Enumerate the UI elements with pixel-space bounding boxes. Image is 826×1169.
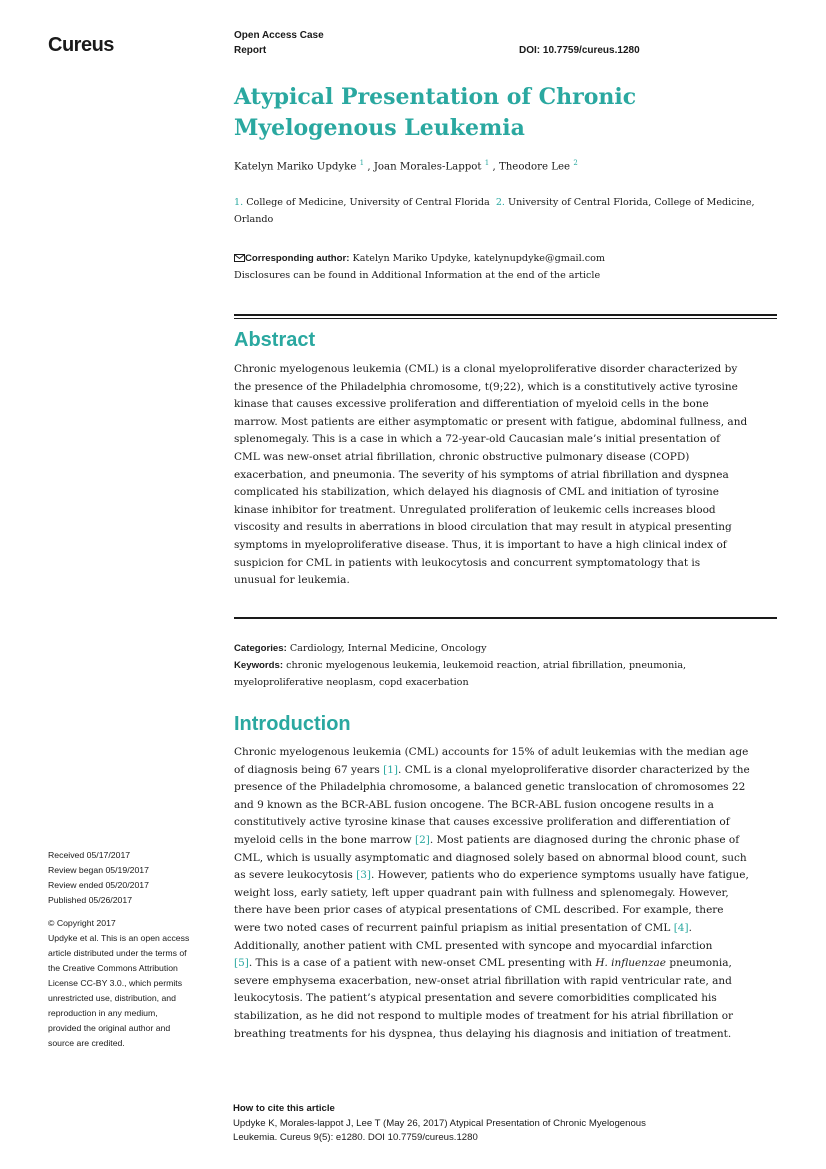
intro-line: [5]. This is a case of a patient with new-onset CML presenting with H. influenzae pneumonia, [234, 957, 732, 970]
license-line: reproduction in any medium, [48, 1008, 158, 1018]
abstract-line: exacerbation, and pneumonia. The severity of his symptoms of atrial fibrillation and dyspnea [234, 468, 729, 481]
section-divider-top-thin [234, 318, 777, 319]
cite-line: Updyke K, Morales-lappot J, Lee T (May 26, 2017) Atypical Presentation of Chronic Myelogenous [233, 1117, 646, 1129]
article-title [234, 82, 704, 144]
citation-5[interactable]: [5] [234, 957, 249, 970]
how-to-cite [233, 1102, 793, 1146]
introduction-body [234, 744, 794, 1043]
envelope-icon [234, 254, 245, 262]
intro-line: constitutively active tyrosine kinase that causes excessive proliferation and differentiation of [234, 816, 730, 829]
abstract-line: unusual for leukemia. [234, 574, 350, 587]
title-line2: Myelogenous Leukemia [234, 115, 525, 141]
copyright: © Copyright 2017 [48, 918, 116, 928]
abstract-line: complicated his stabilization, which delayed his diagnosis of CML and initiation of tyrosine [234, 486, 719, 499]
intro-line: were two noted cases of recurrent painful priapism as initial presentation of CML [4]. [234, 921, 692, 934]
section-divider-bottom [234, 617, 777, 619]
publication-dates [48, 848, 220, 908]
license-line: License CC-BY 3.0., which permits [48, 978, 183, 988]
author-3[interactable]: Theodore Lee [498, 161, 571, 173]
authors: Katelyn Mariko Updyke $^1$ , Joan Morales-Lappot $^1$ , Theodore Lee $^2$ [234, 159, 578, 173]
affiliation-number-1: 1. [234, 197, 244, 208]
received-date: Received 05/17/2017 [48, 850, 131, 860]
review-began-date: Review began 05/19/2017 [48, 865, 149, 875]
abstract-line: symptoms in myeloproliferative disease. Thus, it is important to have a high clinical index of [234, 538, 727, 551]
categories-label: Categories: [234, 643, 287, 654]
author-2-affiliation: 1 [484, 159, 490, 167]
citation-4[interactable]: [4] [673, 921, 689, 934]
corresponding-block [234, 250, 794, 284]
abstract-line: suspicion for CML in patients with leukocytosis and concurrent symptomatology that is [234, 556, 701, 569]
corresponding-label: Corresponding author: [245, 253, 350, 264]
author-3-affiliation: 2 [573, 159, 578, 167]
license-line: article distributed under the terms of [48, 948, 187, 958]
affiliation-2-cont: Orlando [234, 214, 274, 225]
affiliations [234, 194, 794, 228]
license-line: source are credited. [48, 1038, 125, 1048]
abstract-line: Chronic myelogenous leukemia (CML) is a clonal myeloproliferative disorder characterized by [234, 363, 738, 375]
cite-label: How to cite this article [233, 1103, 335, 1114]
author-1-affiliation: 1 [359, 159, 365, 167]
intro-line: and 9 known as the BCR-ABL fusion oncogene. The BCR-ABL fusion oncogene results in a [234, 798, 714, 811]
intro-line: as severe leukocytosis [3]. However, patients who do experience symptoms usually have fatigue, [234, 869, 749, 882]
intro-line: Chronic myelogenous leukemia (CML) accounts for 15% of adult leukemias with the median age [234, 746, 749, 758]
abstract-line: marrow. Most patients are either asymptomatic or present with fatigue, abdominal fullness, and [234, 415, 748, 428]
article-type-line2: Report [234, 45, 267, 56]
intro-line: there have been prior cases of atypical presentations of CML described. For example, there [234, 904, 724, 917]
review-ended-date: Review ended 05/20/2017 [48, 880, 149, 890]
abstract-line: splenomegaly. This is a case in which a 72-year-old Caucasian male’s initial presentation of [234, 433, 721, 446]
intro-line: of diagnosis being 67 years [1]. CML is a clonal myeloproliferative disorder characterized by the [234, 763, 750, 776]
published-date: Published 05/26/2017 [48, 895, 133, 905]
article-meta [234, 640, 794, 691]
affiliation-1: College of Medicine, University of Central Florida [246, 197, 490, 208]
introduction-heading: Introduction [234, 713, 351, 735]
license-line: Updyke et al. This is an open access [48, 933, 190, 943]
title-line1: Atypical Presentation of Chronic [234, 84, 637, 110]
disclosures: Disclosures can be found in Additional Information at the end of the article [234, 270, 601, 281]
license-line: unrestricted use, distribution, and [48, 993, 176, 1003]
intro-line: myeloid cells in the bone marrow [2]. Most patients are diagnosed during the chronic phase of [234, 833, 740, 846]
intro-line: weight loss, early satiety, left upper quadrant pain with fullness and splenomegaly. However, [234, 886, 729, 899]
author-2[interactable]: Joan Morales-Lappot [373, 161, 482, 173]
license-line: provided the original author and [48, 1023, 171, 1033]
intro-line: severe emphysema exacerbation, new-onset atrial fibrillation with rapid ventricular rate, and [234, 974, 732, 987]
categories[interactable]: Cardiology, Internal Medicine, Oncology [289, 643, 487, 654]
citation-3[interactable]: [3] [356, 869, 372, 882]
keywords-cont[interactable]: myeloproliferative neoplasm, copd exacerbation [234, 677, 469, 688]
citation-1[interactable]: [1] [383, 763, 399, 776]
abstract-heading: Abstract [234, 329, 316, 351]
intro-line: stabilization, as he did not respond to multiple modes of treatment for his atrial fibrillation or [234, 1009, 734, 1022]
cite-line: Leukemia. Cureus 9(5): e1280. DOI 10.7759/cureus.1280 [233, 1132, 478, 1143]
intro-line: CML, which is usually asymptomatic and diagnosed solely based on abnormal blood count, such [234, 851, 747, 864]
doi[interactable]: DOI: 10.7759/cureus.1280 [519, 45, 640, 56]
copyright-block [48, 916, 220, 1051]
affiliation-number-2: 2. [495, 197, 505, 208]
keywords[interactable]: chronic myelogenous leukemia, leukemoid reaction, atrial fibrillation, pneumonia, [286, 660, 687, 671]
abstract-line: CML was new-onset atrial fibrillation, chronic obstructive pulmonary disease (COPD) [234, 450, 690, 463]
license-line: the Creative Commons Attribution [48, 963, 178, 973]
abstract-line: kinase that causes excessive proliferation and differentiation of myeloid cells in the bone [234, 398, 709, 411]
author-1[interactable]: Katelyn Mariko Updyke [234, 161, 357, 173]
abstract-line: kinase inhibitor for treatment. Unregulated proliferation of leukemic cells increases blood [234, 503, 716, 516]
abstract-body [234, 361, 794, 590]
intro-line: breathing treatments for his dyspnea, thus delaying his diagnosis and initiation of treatment. [234, 1027, 732, 1040]
cureus-logo[interactable]: Cureus [48, 34, 114, 56]
citation-2[interactable]: [2] [415, 833, 430, 846]
affiliation-2: University of Central Florida, College of Medicine, [508, 197, 755, 208]
corresponding-author[interactable]: Katelyn Mariko Updyke, katelynupdyke@gmail.com [352, 253, 605, 264]
article-type [234, 28, 324, 58]
intro-line: Additionally, another patient with CML presented with syncope and myocardial infarction [234, 939, 713, 952]
abstract-line: viscosity and results in aberrations in blood circulation that may result in atypical presenting [234, 521, 732, 534]
keywords-label: Keywords: [234, 660, 284, 671]
intro-line: leukocytosis. The patient’s atypical presentation and severe comorbidities complicated his [234, 992, 717, 1005]
article-type-line1: Open Access Case [234, 30, 324, 41]
abstract-line: the presence of the Philadelphia chromosome, t(9;22), which is a constitutively active tyrosine [234, 380, 738, 393]
intro-line: presence of the Philadelphia chromosome, a balanced genetic translocation of chromosomes 22 [234, 781, 746, 794]
section-divider-top [234, 314, 777, 316]
